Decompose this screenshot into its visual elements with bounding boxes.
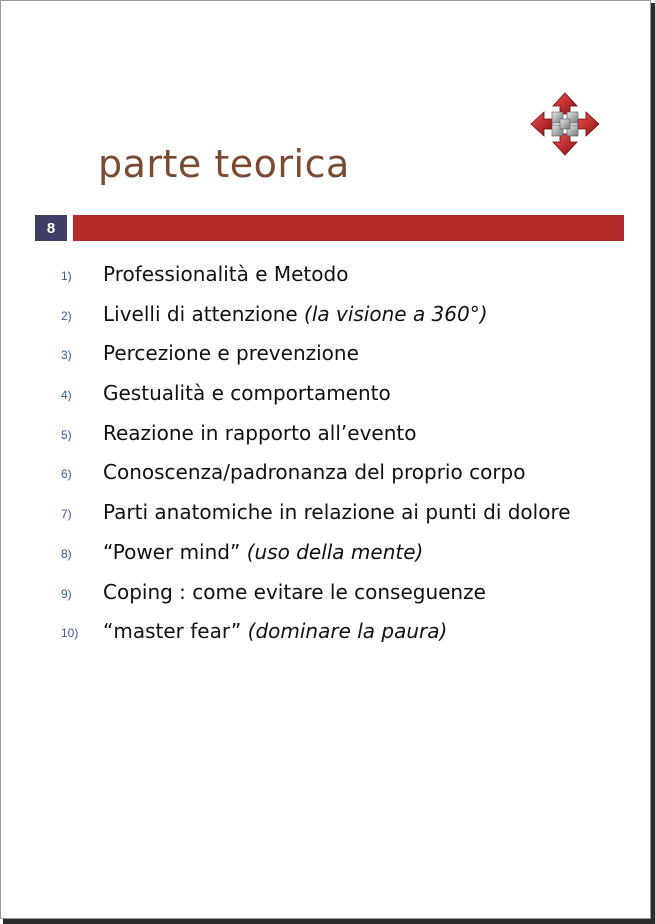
list-item [61,457,621,487]
list-item [61,577,621,607]
item-text: Reazione in rapporto all’evento [103,420,417,445]
page-shadow-bottom [3,919,655,924]
item-text: Coping : come evitare le conseguenze [103,579,486,604]
topic-list [61,259,621,656]
list-item [61,537,621,567]
list-item [61,259,621,289]
item-text: Livelli di attenzione (la visione a 360°) [103,301,488,326]
item-text: “Power mind” (uso della mente) [103,539,424,564]
item-number: 5) [61,427,72,442]
slide-number-badge: 8 [35,215,67,241]
item-number: 10) [61,626,79,641]
list-item [61,418,621,448]
list-item [61,299,621,329]
list-item [61,616,621,646]
list-item [61,497,621,527]
four-way-arrows-logo-icon [530,92,600,156]
header-accent-bar [73,215,624,241]
list-item [61,338,621,368]
item-number: 6) [61,467,72,482]
slide-title: parte teorica [98,142,350,186]
item-text: Gestualità e comportamento [103,381,391,406]
item-number: 1) [61,269,72,283]
item-note: (la visione a 360°) [304,301,488,326]
item-text: “master fear” (dominare la paura) [103,619,448,644]
item-text: Parti anatomiche in relazione ai punti di dolore [103,500,571,525]
page-shadow-right [651,3,655,924]
item-number: 3) [61,348,72,363]
item-text: Conoscenza/padronanza del proprio corpo [103,460,526,485]
item-text: Percezione e prevenzione [103,341,359,366]
item-number: 9) [61,586,72,601]
item-note: (dominare la paura) [247,619,448,644]
list-item [61,378,621,408]
item-number: 2) [61,308,72,323]
item-number: 8) [61,546,72,561]
item-number: 4) [61,388,72,403]
item-note: (uso della mente) [246,539,424,564]
item-number: 7) [61,507,72,522]
item-text: Professionalità e Metodo [103,262,349,286]
